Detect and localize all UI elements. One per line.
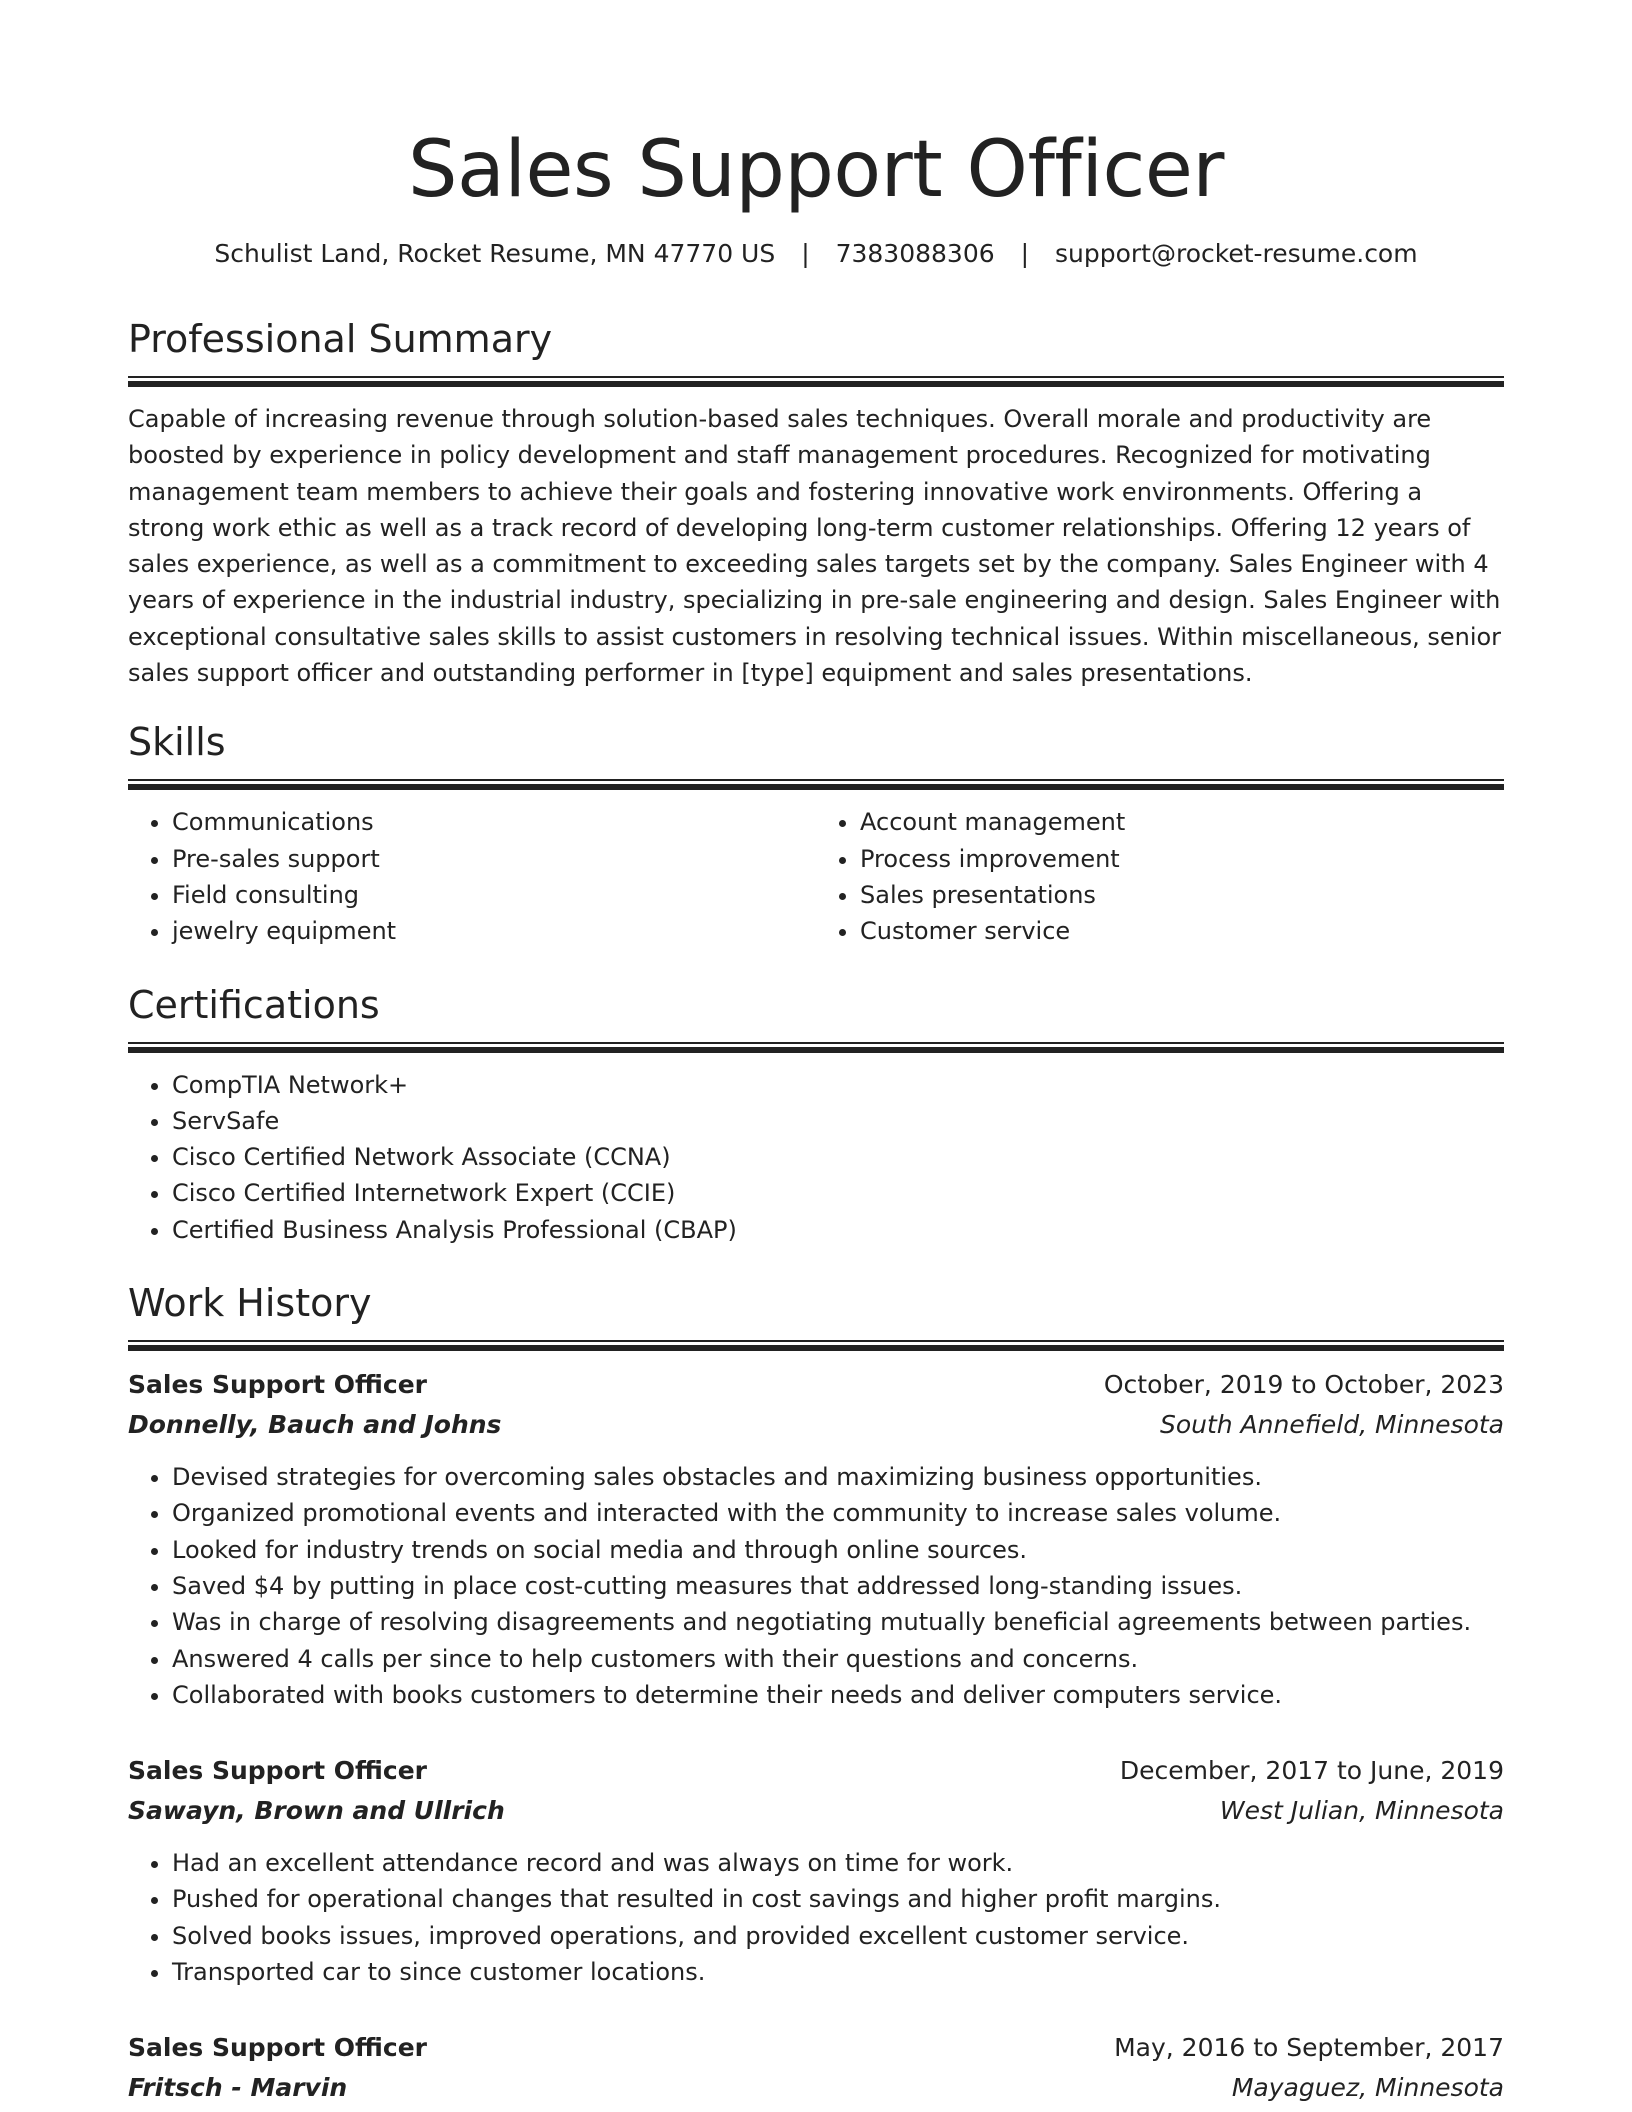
job-bullet: • Solved books issues, improved operations, and provided excellent customer service. <box>172 1918 1504 1954</box>
job-bullets <box>128 1459 1504 1713</box>
job-bullet: • Had an excellent attendance record and was always on time for work. <box>172 1845 1504 1881</box>
resume-name: Sales Support Officer <box>408 125 1224 215</box>
professional-summary-section <box>128 314 1504 691</box>
skill-item: • Process improvement <box>860 841 1504 877</box>
job-company-row <box>128 2068 1504 2108</box>
job-entry <box>128 2028 1504 2108</box>
job-company: Donnelly, Bauch and Johns <box>128 1410 502 1440</box>
section-title-certifications: Certifications <box>128 982 380 1027</box>
job-title: Sales Support Officer <box>128 2033 427 2063</box>
contact-email: support@rocket-resume.com <box>1054 239 1418 268</box>
section-title-skills: Skills <box>128 720 226 765</box>
resume-page <box>128 0 1504 2108</box>
job-location: Mayaguez, Minnesota <box>1231 2073 1504 2103</box>
job-dates: May, 2016 to September, 2017 <box>1114 2033 1504 2063</box>
certification-item: • Cisco Certified Internetwork Expert (CCIE) <box>172 1175 1504 1211</box>
job-entry <box>128 1751 1504 1990</box>
job-bullet: • Looked for industry trends on social media and through online sources. <box>172 1532 1504 1568</box>
contact-separator: | <box>801 239 810 268</box>
job-title: Sales Support Officer <box>128 1370 427 1400</box>
job-title: Sales Support Officer <box>128 1756 427 1786</box>
job-bullet: • Organized promotional events and interacted with the community to increase sales volume. <box>172 1495 1504 1531</box>
contact-phone: 7383088306 <box>835 239 995 268</box>
certification-item: • Cisco Certified Network Associate (CCNA) <box>172 1139 1504 1175</box>
job-company-row <box>128 1405 1504 1445</box>
job-location: South Annefield, Minnesota <box>1159 1410 1504 1440</box>
job-header-row <box>128 2028 1504 2068</box>
job-dates: December, 2017 to June, 2019 <box>1119 1756 1504 1786</box>
section-divider <box>128 1042 1504 1053</box>
skill-item: • Customer service <box>860 913 1504 949</box>
skill-item: • Sales presentations <box>860 877 1504 913</box>
certification-item: • Certified Business Analysis Professional (CBAP) <box>172 1212 1504 1248</box>
job-header-row <box>128 1751 1504 1791</box>
job-bullet: • Answered 4 calls per since to help customers with their questions and concerns. <box>172 1641 1504 1677</box>
skills-section <box>128 717 1504 949</box>
job-bullet: • Devised strategies for overcoming sales obstacles and maximizing business opportunities. <box>172 1459 1504 1495</box>
job-header-row <box>128 1365 1504 1405</box>
job-bullet: • Collaborated with books customers to determine their needs and deliver computers service. <box>172 1677 1504 1713</box>
skills-list <box>128 804 1504 949</box>
contact-line <box>128 236 1504 272</box>
skill-item: • jewelry equipment <box>172 913 816 949</box>
skill-item: • Account management <box>860 804 1504 840</box>
contact-separator: | <box>1020 239 1030 268</box>
job-bullet: • Transported car to since customer locations. <box>172 1954 1504 1990</box>
section-title-work-history: Work History <box>128 1281 372 1326</box>
contact-address: Schulist Land, Rocket Resume, MN 47770 US <box>214 239 776 268</box>
job-company-row <box>128 1791 1504 1831</box>
skill-item: • Pre-sales support <box>172 841 816 877</box>
summary-text: Capable of increasing revenue through solution-based sales techniques. Overall morale and productivity are boosted by experience in policy development and staff management procedures. Recognized for motivating management team members to achieve their goals and fostering innovative work environments. Offering a strong work ethic as well as a track record of developing long-term customer relationships. Offering 12 years of sales experience, as well as a commitment to exceeding sales targets set by the company. Sales Engineer with 4 years of experience in the industrial industry, specializing in pre-sale engineering and design. Sales Engineer with exceptional consultative sales skills to assist customers in resolving technical issues. Within miscellaneous, senior sales support officer and outstanding performer in [type] equipment and sales presentations. <box>128 405 1502 688</box>
section-divider <box>128 376 1504 387</box>
work-history-section <box>128 1278 1504 2108</box>
skill-item: • Field consulting <box>172 877 816 913</box>
job-bullet: • Saved $4 by putting in place cost-cutting measures that addressed long-standing issues. <box>172 1568 1504 1604</box>
job-bullets <box>128 1845 1504 1990</box>
certification-item: • ServSafe <box>172 1103 1504 1139</box>
skills-column-left <box>128 804 816 949</box>
skill-item: • Communications <box>172 804 816 840</box>
certification-item: • CompTIA Network+ <box>172 1067 1504 1103</box>
job-bullet: • Pushed for operational changes that resulted in cost savings and higher profit margins. <box>172 1881 1504 1917</box>
job-entry <box>128 1365 1504 1713</box>
certifications-list <box>128 1067 1504 1248</box>
certifications-section <box>128 980 1504 1248</box>
job-company: Fritsch - Marvin <box>128 2073 348 2103</box>
section-title-summary: Professional Summary <box>128 317 553 361</box>
job-company: Sawayn, Brown and Ullrich <box>128 1796 505 1826</box>
job-location: West Julian, Minnesota <box>1219 1796 1504 1826</box>
section-divider <box>128 779 1504 790</box>
skills-column-right <box>816 804 1504 949</box>
section-divider <box>128 1340 1504 1351</box>
job-bullet: • Was in charge of resolving disagreements and negotiating mutually beneficial agreements between parties. <box>172 1604 1504 1640</box>
job-dates: October, 2019 to October, 2023 <box>1103 1370 1504 1400</box>
